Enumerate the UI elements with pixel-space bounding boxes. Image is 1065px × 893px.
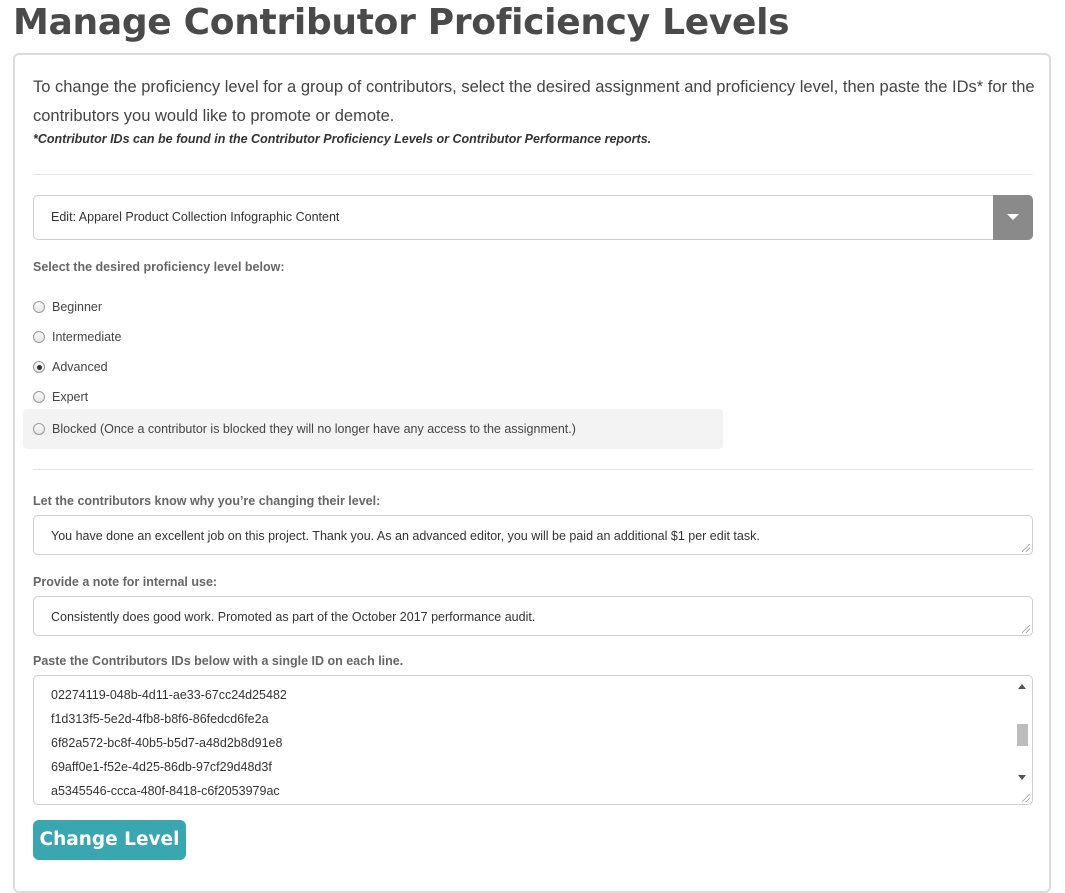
radio-button[interactable] [33, 423, 45, 435]
divider [33, 469, 1033, 470]
page-title: Manage Contributor Proficiency Levels [13, 2, 790, 43]
radio-label: Advanced [52, 360, 108, 374]
contributor-id-footnote: *Contributor IDs can be found in the Contributor Proficiency Levels or Contributor Performance reports. [33, 132, 652, 146]
assignment-select[interactable] [33, 195, 1033, 240]
radio-button[interactable] [33, 331, 45, 343]
contributor-message-textarea[interactable] [33, 515, 1033, 555]
contributor-id-line: 69aff0e1-f52e-4d25-86db-97cf29d48d3f [51, 760, 272, 774]
radio-option-advanced[interactable] [33, 357, 108, 377]
contributor-message-label: Let the contributors know why you’re changing their level: [33, 494, 381, 508]
contributor-id-line: f1d313f5-5e2d-4fb8-b8f6-86fedcd6fe2a [51, 712, 269, 726]
radio-label: Blocked (Once a contributor is blocked they will no longer have any access to the assignment.) [52, 422, 576, 436]
divider [33, 174, 1033, 175]
contributor-ids-label: Paste the Contributors IDs below with a single ID on each line. [33, 654, 404, 668]
chevron-down-icon[interactable] [993, 195, 1033, 240]
scroll-up-arrow-icon[interactable] [1018, 684, 1026, 689]
radio-button[interactable] [33, 301, 45, 313]
radio-button[interactable] [33, 391, 45, 403]
intro-text: To change the proficiency level for a group of contributors, select the desired assignment and proficiency level, then paste the IDs* for the contributors you would like to promote or demote. [33, 78, 1035, 125]
radio-label: Intermediate [52, 330, 122, 344]
radio-option-expert[interactable] [33, 387, 88, 407]
contributor-ids-textarea[interactable] [33, 675, 1033, 805]
proficiency-form-panel [13, 53, 1051, 893]
internal-note-textarea[interactable] [33, 596, 1033, 636]
resize-handle-icon[interactable] [1022, 544, 1030, 552]
radio-option-beginner[interactable] [33, 297, 102, 317]
radio-option-intermediate[interactable] [33, 327, 121, 347]
radio-button-selected[interactable] [33, 361, 45, 373]
radio-option-blocked[interactable] [33, 419, 576, 439]
contributor-id-line: 6f82a572-bc8f-40b5-b5d7-a48d2b8d91e8 [51, 736, 283, 750]
radio-label: Beginner [52, 300, 103, 314]
resize-handle-icon[interactable] [1022, 625, 1030, 633]
proficiency-level-label: Select the desired proficiency level below: [33, 260, 285, 274]
internal-note-label: Provide a note for internal use: [33, 575, 218, 589]
resize-handle-icon[interactable] [1022, 794, 1030, 802]
contributor-id-line: 02274119-048b-4d11-ae33-67cc24d25482 [51, 688, 287, 702]
assignment-select-value: Edit: Apparel Product Collection Infographic Content [51, 210, 340, 224]
scrollbar-thumb[interactable] [1017, 724, 1028, 746]
scroll-down-arrow-icon[interactable] [1018, 775, 1026, 780]
radio-label: Expert [52, 390, 89, 404]
contributor-message-value: You have done an excellent job on this project. Thank you. As an advanced editor, you will be paid an additional $1 per edit task. [51, 529, 760, 543]
contributor-ids-scrollbar[interactable] [1014, 677, 1031, 802]
internal-note-value: Consistently does good work. Promoted as part of the October 2017 performance audit. [51, 610, 536, 624]
change-level-button[interactable]: Change Level [33, 820, 186, 860]
contributor-id-line: a5345546-ccca-480f-8418-c6f2053979ac [51, 784, 280, 798]
